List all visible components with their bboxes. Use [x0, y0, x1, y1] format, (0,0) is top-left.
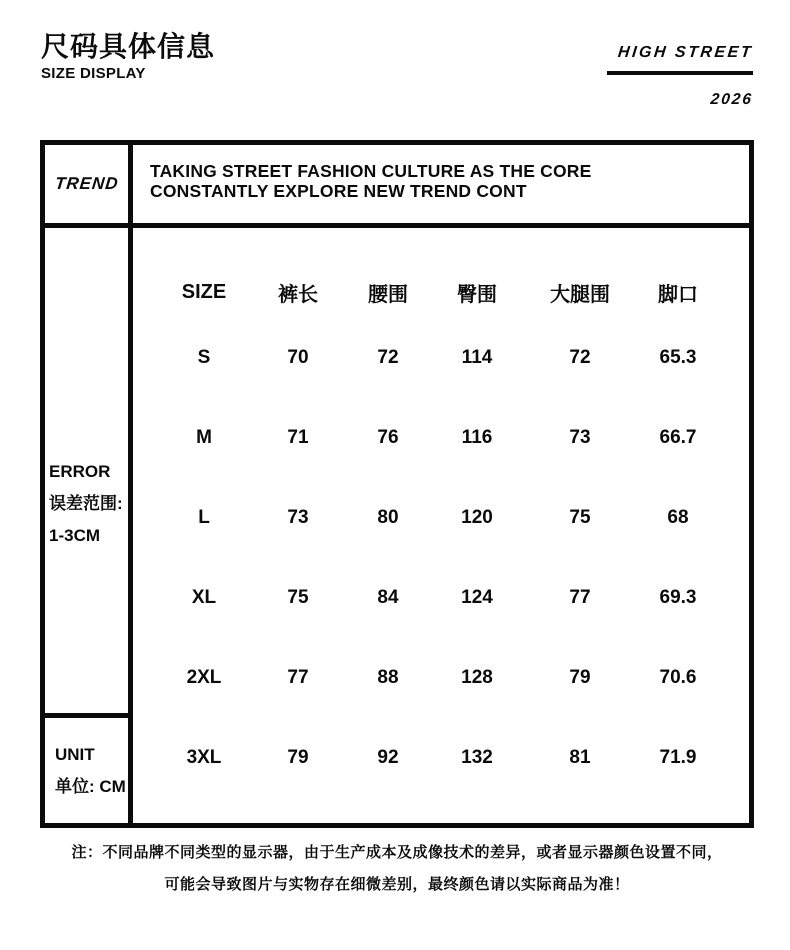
- brand-wordmark: HIGH STREET: [617, 44, 754, 61]
- trend-tagline-line2: CONSTANTLY EXPLORE NEW TREND CONT: [150, 181, 527, 201]
- brand-year: 2026: [709, 90, 754, 108]
- unit-value: 单位: CM: [55, 776, 126, 796]
- error-label: ERROR: [49, 461, 111, 481]
- footer-note: [40, 837, 754, 901]
- error-range-label: 误差范围:: [49, 493, 123, 513]
- brand-underline-divider: [607, 71, 753, 75]
- size-cell: 92: [377, 747, 399, 768]
- size-cell: 2XL: [186, 667, 222, 688]
- size-cell: 71: [287, 427, 309, 448]
- unit-label: UNIT: [55, 744, 95, 764]
- size-cell: 72: [569, 347, 591, 368]
- column-header-pants-length: 裤长: [278, 283, 318, 306]
- footer-note-line2: 可能会导致图片与实物存在细微差别，最终颜色请以实际商品为准！: [164, 876, 630, 893]
- size-cell: L: [198, 507, 210, 528]
- error-range-value: 1-3CM: [49, 525, 101, 545]
- size-cell: 79: [287, 747, 309, 768]
- column-header-size: SIZE: [181, 280, 227, 303]
- size-row-3xl: [133, 718, 749, 798]
- size-cell: 132: [461, 747, 493, 768]
- size-cell: 70: [287, 347, 309, 368]
- size-cell: 114: [461, 347, 493, 368]
- error-cell: [45, 228, 128, 713]
- size-cell: 76: [377, 427, 399, 448]
- size-cell: 81: [569, 747, 591, 768]
- column-header-hip: 臀围: [457, 283, 497, 306]
- size-row-xl: [133, 558, 749, 638]
- page-subtitle-en: SIZE DISPLAY: [41, 65, 146, 82]
- left-info-column: [45, 228, 133, 823]
- size-cell: 77: [569, 587, 591, 608]
- size-cell: 68: [667, 507, 689, 528]
- size-cell: 84: [377, 587, 399, 608]
- size-cell: 65.3: [659, 347, 697, 368]
- size-cell: 3XL: [186, 747, 222, 768]
- size-chart-box: [40, 140, 754, 828]
- footer-note-line1: 注：不同品牌不同类型的显示器，由于生产成本及成像技术的差异，或者显示器颜色设置不同，: [71, 844, 723, 861]
- size-cell: 75: [569, 507, 591, 528]
- size-row-2xl: [133, 638, 749, 718]
- size-table: [133, 228, 749, 823]
- trend-label-cell: [45, 145, 133, 228]
- trend-tagline-cell: [133, 145, 749, 228]
- column-header-thigh: 大腿围: [550, 283, 610, 306]
- size-cell: 71.9: [659, 747, 697, 768]
- size-row-m: [133, 398, 749, 478]
- size-cell: 66.7: [659, 427, 697, 448]
- size-cell: 73: [287, 507, 309, 528]
- page-title-cn: 尺码具体信息: [41, 32, 216, 63]
- size-cell: 128: [461, 667, 493, 688]
- size-cell: M: [196, 427, 212, 448]
- size-cell: 73: [569, 427, 591, 448]
- size-cell: 88: [377, 667, 399, 688]
- brand-block: [607, 45, 753, 107]
- size-cell: 79: [569, 667, 591, 688]
- page-title-block: [41, 33, 215, 81]
- size-row-l: [133, 478, 749, 558]
- trend-label: TREND: [53, 174, 120, 193]
- size-cell: 70.6: [659, 667, 697, 688]
- size-row-s: [133, 318, 749, 398]
- trend-tagline-line1: TAKING STREET FASHION CULTURE AS THE CORE: [150, 161, 592, 181]
- size-table-header-row: [133, 258, 749, 318]
- size-cell: 124: [461, 587, 493, 608]
- column-header-waist: 腰围: [368, 283, 408, 306]
- size-cell: 80: [377, 507, 399, 528]
- size-cell: 77: [287, 667, 309, 688]
- size-cell: 116: [461, 427, 493, 448]
- size-cell: 75: [287, 587, 309, 608]
- size-cell: S: [197, 347, 211, 368]
- size-cell: XL: [191, 587, 217, 608]
- column-header-leg-opening: 脚口: [658, 283, 698, 306]
- size-cell: 72: [377, 347, 399, 368]
- size-cell: 120: [461, 507, 493, 528]
- size-cell: 69.3: [659, 587, 697, 608]
- unit-cell: [45, 713, 128, 823]
